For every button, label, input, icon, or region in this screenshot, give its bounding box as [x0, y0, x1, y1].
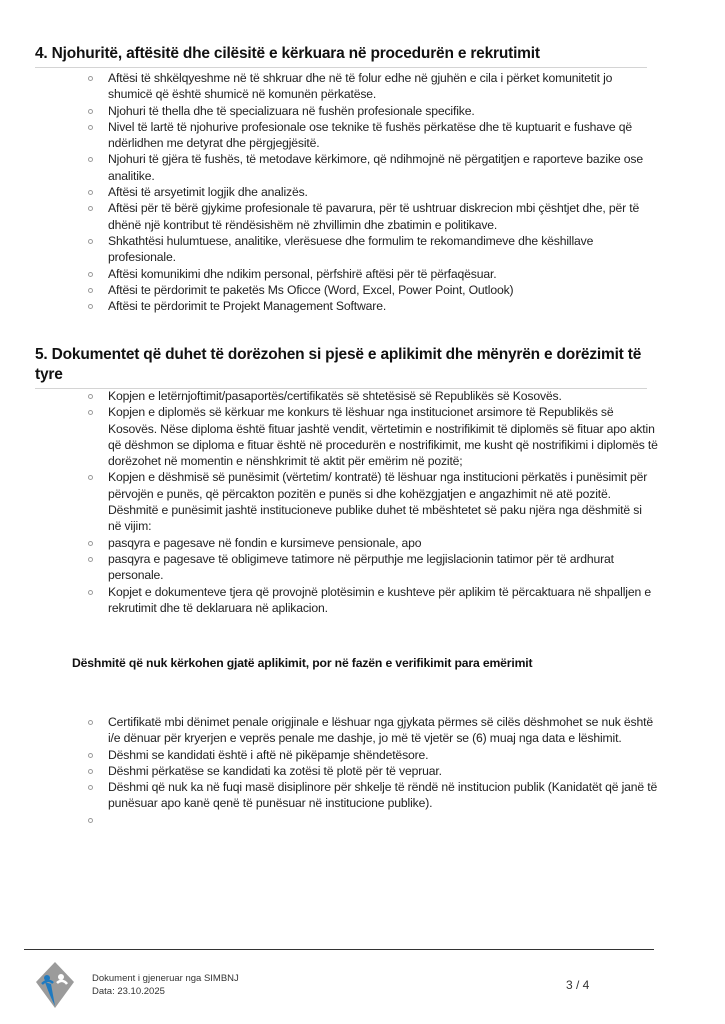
bullet-icon — [88, 541, 93, 546]
list-item-text: Aftësi te përdorimit te paketës Ms Oficce (Word, Excel, Power Point, Outlook) — [108, 282, 514, 297]
page-number: 3 / 4 — [566, 978, 590, 992]
list-item — [88, 469, 658, 534]
list-item — [88, 200, 658, 233]
list-item — [88, 298, 658, 314]
bullet-icon — [88, 590, 93, 595]
list-item-text: Kopjen e diplomës së kërkuar me konkurs të lëshuar nga institucionet arsimore të Republikës së Kosovës. Nëse diploma është fituar jashtë vendit, vërtetimin e nostrifikimit të diplomës së fituar apo aktin që dëshmon se diploma e fituar është në procedurën e nostrifikimit, me kusht që nostrifikimi i diplomës të dorëzohet në momentin e nënshkrimit të aktit për emërim në pozitë; — [108, 405, 658, 469]
bullet-icon — [88, 410, 93, 415]
list-item-text: Aftësi të shkëlqyeshme në të shkruar dhe në të folur edhe në gjuhën e cila i përket komunitetit jo shumicë që është shumicë në komunën përkatëse. — [108, 71, 613, 102]
list-item-text — [108, 813, 111, 827]
list-item-text: Aftësi për të bërë gjykime profesionale të pavarura, për të ushtruar diskrecion mbi çështjet dhe, për të dhënë një kontribut të rëndësishëm në zhvillimin dhe zbatimin e politikave. — [108, 201, 640, 232]
list-item — [88, 282, 658, 298]
section-4-heading: 4. Njohuritë, aftësitë dhe cilësitë e kërkuara në procedurën e rekrutimit — [35, 44, 647, 68]
list-item — [88, 404, 658, 469]
bullet-icon — [88, 239, 93, 244]
list-item — [88, 763, 658, 779]
section-4-list — [88, 70, 658, 314]
list-item-text: Njohuri të gjëra të fushës, të metodave kërkimore, që ndihmojnë në përgatitjen e raporteve bazike ose analitike. — [108, 152, 643, 183]
bullet-icon — [88, 190, 93, 195]
bullet-icon — [88, 769, 93, 774]
list-item — [88, 266, 658, 282]
simbnj-logo-icon — [36, 962, 74, 1008]
list-item-text: Njohuri të thella dhe të specializuara në fushën profesionale specifike. — [108, 103, 475, 118]
list-item — [88, 151, 658, 184]
list-item — [88, 103, 658, 119]
list-item — [88, 70, 658, 103]
list-item-text: Certifikatë mbi dënimet penale origjinale e lëshuar nga gjykata përmes së cilës dëshmohet se nuk është i/e dënuar për kryerjen e veprës penale me dashje, jo më të vjetër se (6) muaj nga data e lëshimit. — [108, 715, 653, 746]
bullet-icon — [88, 304, 93, 309]
bullet-icon — [88, 125, 93, 130]
bullet-icon — [88, 753, 93, 758]
list-item-text: Dëshmi që nuk ka në fuqi masë disiplinore për shkelje të rëndë në institucion publik (Kanidatët që janë të punësuar apo kanë qenë të punësuar në institucione publike). — [108, 780, 658, 811]
bullet-icon — [88, 394, 93, 399]
list-item-text: pasqyra e pagesave të obligimeve tatimore në përputhje me legjislacionin tatimor për të ardhurat personale. — [108, 551, 614, 583]
generated-by-text: Dokument i gjeneruar nga SIMBNJ — [92, 973, 239, 984]
bullet-icon — [88, 720, 93, 725]
list-item-text: Dëshmi përkatëse se kandidati ka zotësi të plotë për të vepruar. — [108, 763, 442, 778]
list-item — [88, 535, 658, 551]
list-item-text: Aftësi të arsyetimit logjik dhe analizës. — [108, 185, 308, 200]
list-item-text: pasqyra e pagesave në fondin e kursimeve pensionale, apo — [108, 535, 422, 550]
list-item — [88, 747, 658, 763]
bullet-icon — [88, 288, 93, 293]
list-item — [88, 779, 658, 812]
bullet-icon — [88, 475, 93, 480]
bullet-icon — [88, 76, 93, 81]
bullet-icon — [88, 818, 93, 823]
list-item — [88, 388, 658, 404]
bullet-icon — [88, 109, 93, 114]
list-item — [88, 119, 658, 152]
footer-divider — [24, 949, 654, 950]
verification-list — [88, 714, 658, 828]
section-5-list — [88, 388, 658, 616]
list-item — [88, 812, 658, 828]
verification-heading: Dëshmitë që nuk kërkohen gjatë aplikimit, por në fazën e verifikimit para emërimit — [72, 656, 533, 670]
bullet-icon — [88, 206, 93, 211]
list-item-text: Nivel të lartë të njohurive profesionale ose teknike të fushës përkatëse dhe të kuptuarit e fushave që ndërlidhen me detyrat dhe përgjegjësitë. — [108, 119, 632, 151]
bullet-icon — [88, 557, 93, 562]
list-item — [88, 714, 658, 747]
list-item — [88, 584, 658, 617]
footer-text — [92, 972, 239, 998]
list-item — [88, 551, 658, 584]
bullet-icon — [88, 157, 93, 162]
bullet-icon — [88, 785, 93, 790]
section-5-heading: 5. Dokumentet që duhet të dorëzohen si pjesë e aplikimit dhe mënyrën e dorëzimit të tyre — [35, 345, 647, 389]
document-date: Data: 23.10.2025 — [92, 986, 165, 997]
list-item-text: Dëshmi se kandidati është i aftë në pikëpamje shëndetësore. — [108, 747, 429, 762]
list-item — [88, 184, 658, 200]
list-item-text: Aftësi te përdorimit te Projekt Management Software. — [108, 299, 387, 314]
list-item-text: Kopjen e dëshmisë së punësimit (vërtetim/ kontratë) të lëshuar nga institucioni përkatës i punësimit për përvojën e punës, që përcakton pozitën e punës si dhe kohëzgjatjen e angazhimit në atë pozitë. Dëshmitë e punësimit jashtë institucioneve publike duhet të mbështetet së paku njëra nga dëshmitë si në vijim: — [108, 470, 648, 534]
list-item-text: Kopjet e dokumenteve tjera që provojnë plotësimin e kushteve për aplikim të përcaktuara në shpalljen e rekrutimit dhe të deklaruara në aplikacion. — [108, 584, 651, 615]
bullet-icon — [88, 272, 93, 277]
list-item-text: Kopjen e letërnjoftimit/pasaportës/certifikatës së shtetësisë së Republikës së Kosovës. — [108, 389, 562, 403]
list-item-text: Aftësi komunikimi dhe ndikim personal, përfshirë aftësi për të përfaqësuar. — [108, 266, 497, 281]
list-item-text: Shkathtësi hulumtuese, analitike, vlerësuese dhe formulim te rekomandimeve dhe këshillave profesionale. — [108, 233, 594, 265]
list-item — [88, 233, 658, 266]
